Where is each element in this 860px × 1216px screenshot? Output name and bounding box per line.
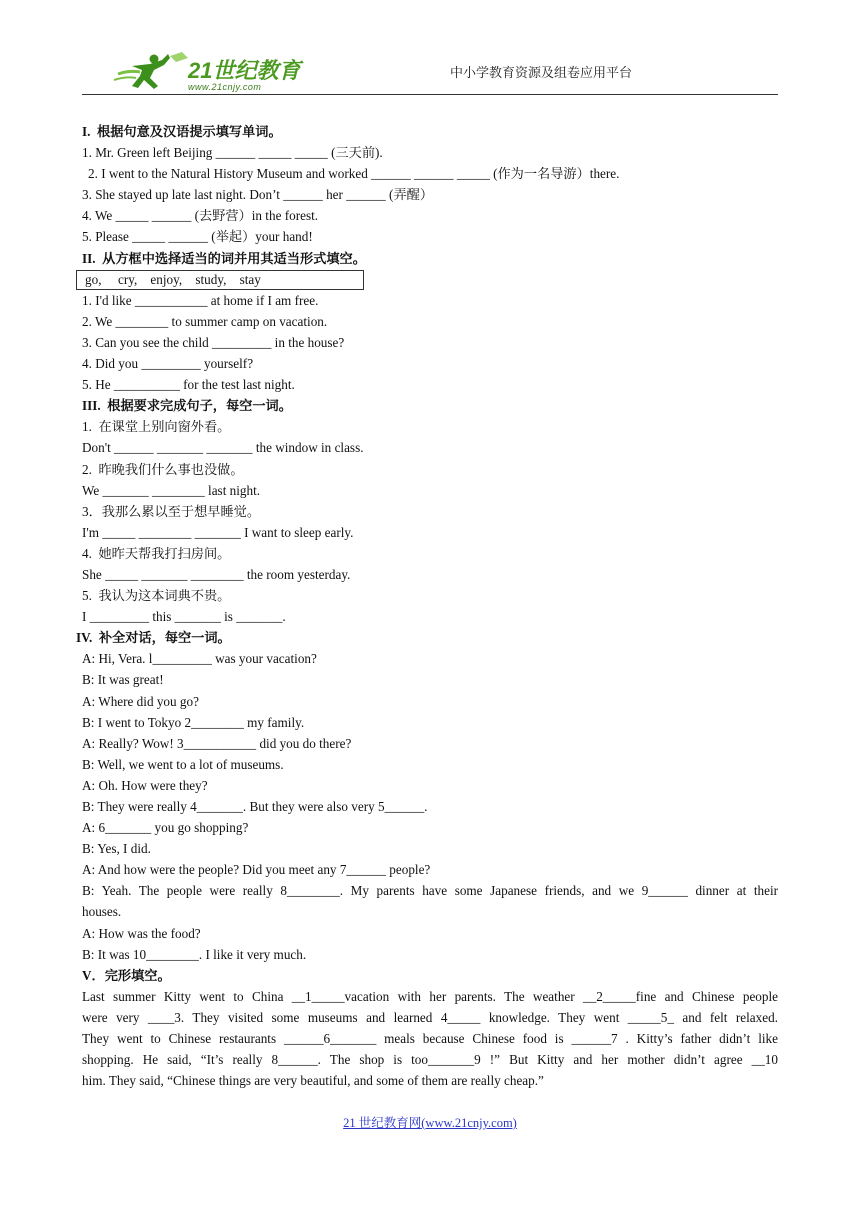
dialogue-line: B: It was 10________. I like it very much. [82,946,307,962]
dialogue-line: B: I went to Tokyo 2________ my family. [82,714,305,730]
section-3-line: We _______ ________ last night. [82,482,261,498]
cloze-line: were very ____3. They visited some museums and learned 4_____ knowledge. They went _____5_ and felt relaxed. [82,1009,778,1025]
section-2-item: 1. I'd like ___________ at home if I am free. [82,292,319,308]
runner-logo-icon [110,52,190,92]
platform-title: 中小学教育资源及组卷应用平台 [450,65,633,80]
logo-url: www.21cnjy.com [188,82,262,92]
section-2-item: 2. We ________ to summer camp on vacation. [82,313,328,329]
worksheet-content [76,121,778,1091]
section-3-line: 2. 昨晚我们什么事也没做。 [82,461,244,477]
section-3-line: I'm _____ ________ _______ I want to sleep early. [82,524,354,540]
section-4-title: IV. 补全对话，每空一词。 [76,630,231,646]
cloze-line: Last summer Kitty went to China __1_____vacation with her parents. The weather __2_____fine and Chinese people [82,988,778,1004]
section-2-item: 4. Did you _________ yourself? [82,356,254,372]
section-1-item: 1. Mr. Green left Beijing ______ _____ _____ (三天前). [82,145,383,161]
dialogue-line: A: Really? Wow! 3___________ did you do there? [82,735,352,751]
site-logo[interactable] [110,52,330,96]
dialogue-line: A: Hi, Vera. l_________ was your vacation? [82,651,317,667]
dialogue-line: A: Oh. How were they? [82,777,208,793]
section-3-title: III. 根据要求完成句子，每空一词。 [82,398,292,414]
header-divider [82,94,778,95]
section-2-title: II. 从方框中选择适当的词并用其适当形式填空。 [82,250,366,266]
section-3-line: 4. 她昨天帮我打扫房间。 [82,545,231,561]
section-3-line: She _____ _______ ________ the room yesterday. [82,566,351,582]
section-1-item: 4. We _____ ______ (去野营）in the forest. [82,208,319,224]
cloze-line: shopping. He said, “It’s really 8______. The shop is too_______9 !” But Kitty and her mother didn’t agree __10 [82,1052,778,1068]
section-1-title: I. 根据句意及汉语提示填写单词。 [82,124,282,139]
dialogue-line: B: Yeah. The people were really 8________. My parents have some Japanese friends, and we 9______ dinner at their [82,883,778,899]
section-3-line: I _________ this _______ is _______. [82,609,286,625]
section-2-item: 5. He __________ for the test last night. [82,377,295,393]
dialogue-line: houses. [82,904,122,920]
word-box: go, cry, enjoy, study, stay [76,270,364,290]
dialogue-line: A: 6_______ you go shopping? [82,820,249,836]
dialogue-line: B: Yes, I did. [82,841,151,857]
page-header [82,48,778,96]
section-2-item: 3. Can you see the child _________ in the house? [82,334,345,350]
word-box-row [82,269,778,290]
footer-link[interactable]: 21 世纪教育网(www.21cnjy.com) [343,1116,517,1130]
dialogue-line: B: They were really 4_______. But they were also very 5______. [82,799,428,814]
dialogue-line: B: It was great! [82,672,164,688]
dialogue-line: B: Well, we went to a lot of museums. [82,756,284,772]
section-3-line: 5. 我认为这本词典不贵。 [82,588,231,604]
cloze-line: They went to Chinese restaurants ______6_______ meals because Chinese food is ______7 . Kitty’s father didn’t like [82,1031,778,1047]
dialogue-line: A: How was the food? [82,925,201,941]
logo-text: 21世纪教育 [188,58,301,83]
page-footer [0,1113,860,1131]
cloze-line: him. They said, “Chinese things are very beautiful, and some of them are really cheap.” [82,1073,544,1089]
section-1-item: 2. I went to the Natural History Museum and worked ______ ______ _____ (作为一名导游）there. [88,166,620,182]
section-3-line: 1. 在课堂上别向窗外看。 [82,419,231,435]
section-1-item: 5. Please _____ ______ (举起）your hand! [82,229,313,245]
dialogue-line: A: Where did you go? [82,693,199,709]
section-5-title: V．完形填空。 [82,967,171,983]
section-3-line: Don't ______ _______ _______ the window in class. [82,440,364,456]
section-1-item: 3. She stayed up late last night. Don’t ______ her ______ (弄醒） [82,187,434,203]
dialogue-line: A: And how were the people? Did you meet any 7______ people? [82,862,431,878]
section-3-line: 3．我那么累以至于想早睡觉。 [82,503,261,519]
